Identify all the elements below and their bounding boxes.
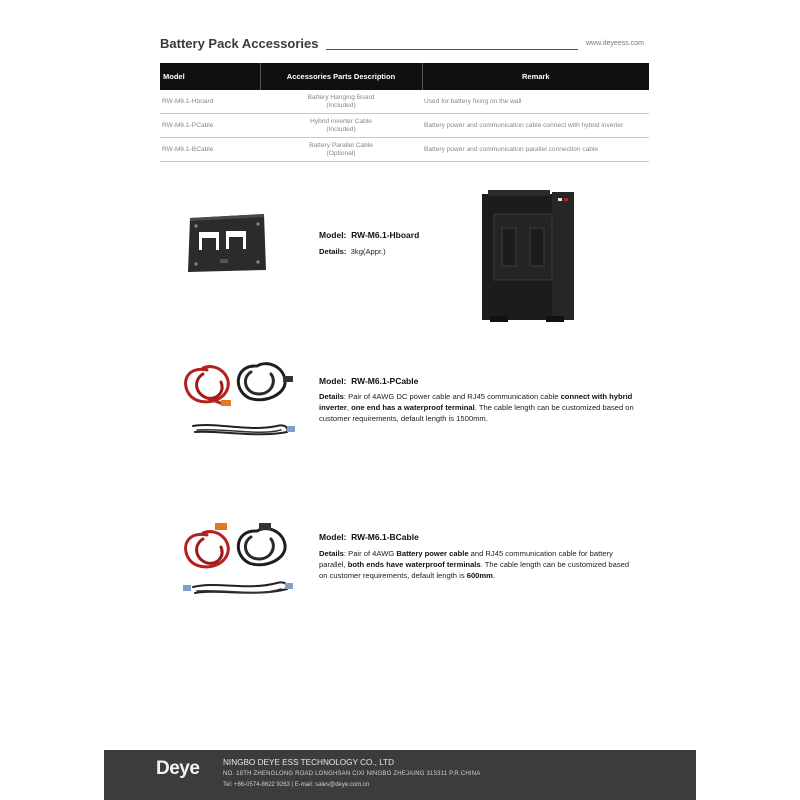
cell-remark: Battery power and communication cable connect with hybrid inverter bbox=[422, 114, 649, 138]
product-model bbox=[319, 376, 418, 386]
details-text: : Pair of 4AWG DC power cable and RJ45 communication cable bbox=[343, 392, 561, 401]
model-value: RW-M6.1-PCable bbox=[351, 376, 419, 386]
cell-description bbox=[260, 138, 422, 162]
cell-model: RW-M6.1-Hboard bbox=[160, 90, 260, 114]
desc-note: (Included) bbox=[326, 101, 356, 109]
cell-model: RW-M6.1-BCable bbox=[160, 138, 260, 162]
details-label: Details bbox=[319, 392, 344, 401]
title-rule bbox=[326, 49, 578, 50]
company-contact: Tel: +86-0574-8622 9263 | E-mail: sales@deye.com.cn bbox=[223, 782, 370, 788]
company-name: NINGBO DEYE ESS TECHNOLOGY CO., LTD bbox=[223, 758, 395, 767]
details-emphasis: connect bbox=[560, 392, 590, 401]
header-model: Model bbox=[160, 63, 260, 90]
website-url[interactable]: www.deyeess.com bbox=[586, 40, 644, 47]
details-emphasis: both ends have waterproof terminals bbox=[347, 560, 481, 569]
table-header-row bbox=[160, 63, 649, 90]
details-text: : Pair of 4AWG bbox=[343, 549, 397, 558]
details-text: . bbox=[492, 571, 496, 580]
details-emphasis: 600mm bbox=[466, 571, 493, 580]
desc-note: (Included) bbox=[326, 125, 356, 133]
details-text: . The cable length can be customized based on customer requirements, default length is 1500mm. bbox=[319, 403, 634, 423]
deye-logo: Deye bbox=[156, 758, 200, 779]
details-label: Details: bbox=[319, 247, 347, 256]
cell-remark: Battery power and communication parallel connection cable bbox=[422, 138, 649, 162]
cell-model: RW-M6.1-PCable bbox=[160, 114, 260, 138]
model-label: Model: bbox=[319, 532, 347, 542]
hanging-board-photo bbox=[186, 212, 268, 274]
product-details bbox=[319, 548, 639, 581]
cell-remark: Used for battery fixing on the wall bbox=[422, 90, 649, 114]
desc-text: Hybrid inverter Cable bbox=[310, 117, 372, 125]
header-remark: Remark bbox=[422, 63, 649, 90]
details-emphasis: with hybrid inverter bbox=[319, 392, 633, 412]
accessories-table bbox=[160, 63, 649, 162]
company-address: NO. 18TH ZHENGLONG ROAD LONGHSAN CIXI NINGBO ZHEJAING 315311 P.R.CHINA bbox=[223, 771, 481, 777]
details-emphasis: one end has a waterproof terminal bbox=[351, 403, 475, 412]
table-row bbox=[160, 90, 649, 114]
details-label: Details bbox=[319, 549, 344, 558]
page-title: Battery Pack Accessories bbox=[160, 36, 319, 51]
model-label: Model: bbox=[319, 230, 347, 240]
table-row bbox=[160, 138, 649, 162]
battery-parallel-cable-photo bbox=[177, 517, 301, 605]
product-details bbox=[319, 246, 639, 257]
hybrid-inverter-cable-photo bbox=[177, 352, 301, 440]
desc-text: Battery Hanging Board bbox=[307, 93, 375, 101]
details-text: , bbox=[346, 403, 352, 412]
product-model bbox=[319, 532, 419, 542]
product-model bbox=[319, 230, 419, 240]
cell-description bbox=[260, 114, 422, 138]
details-emphasis: Battery power cable bbox=[396, 549, 469, 558]
details-text: and RJ45 communication cable for battery parallel, bbox=[319, 549, 613, 569]
product-details bbox=[319, 391, 639, 424]
details-text: . The cable length can be customized based on customer requirements, default length is bbox=[319, 560, 630, 580]
battery-pack-photo bbox=[480, 188, 576, 324]
cell-description bbox=[260, 90, 422, 114]
model-value: RW-M6.1-Hboard bbox=[351, 230, 420, 240]
table-row bbox=[160, 114, 649, 138]
desc-text: Battery Parallel Cable bbox=[309, 141, 373, 149]
header-description: Accessories Parts Description bbox=[260, 63, 422, 90]
desc-note: (Optional) bbox=[326, 149, 356, 157]
details-text: 3kg(Appr.) bbox=[350, 247, 386, 256]
model-label: Model: bbox=[319, 376, 347, 386]
model-value: RW-M6.1-BCable bbox=[351, 532, 419, 542]
